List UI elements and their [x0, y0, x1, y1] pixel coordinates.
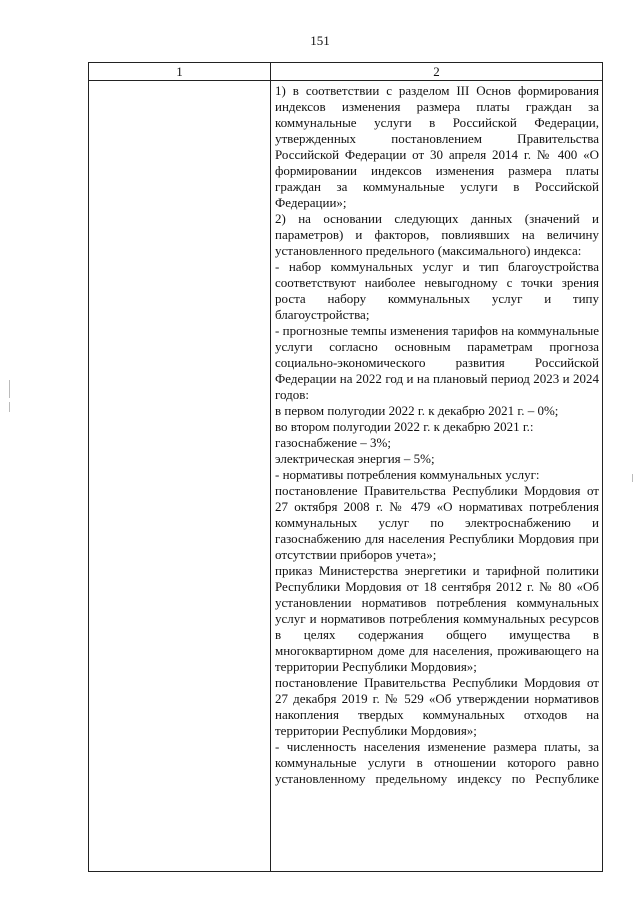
empty-cell — [89, 81, 271, 872]
column-header-2: 2 — [271, 63, 603, 81]
paragraph: приказ Министерства энергетики и тарифной политики Республики Мордовия от 18 сентября 2012 г. № 80 «Об установлении нормативов потребления коммунальных услуг и нормативов потребления коммунальных ресурсов в целях содержания общего имущества в многоквартирном доме для населения, проживающего на территории Республики Мордовия»; — [275, 563, 599, 674]
paragraph: - набор коммунальных услуг и тип благоустройства соответствуют наиболее невыгодному с точки зрения роста набору коммунальных услуг и типу благоустройства; — [275, 259, 599, 322]
paragraph: во втором полугодии 2022 г. к декабрю 2021 г.: — [275, 419, 534, 434]
paragraph: газоснабжение – 3%; — [275, 435, 391, 450]
paragraph: 2) на основании следующих данных (значений и параметров) и факторов, повлиявших на величину установленного предельного (максимального) индекса: — [275, 211, 599, 258]
paragraph: в первом полугодии 2022 г. к декабрю 2021 г. – 0%; — [275, 403, 559, 418]
column-header-1: 1 — [89, 63, 271, 81]
text-cell — [271, 81, 603, 872]
scan-mark — [9, 380, 10, 398]
document-table — [88, 62, 603, 872]
paragraph: постановление Правительства Республики Мордовия от 27 октября 2008 г. № 479 «О нормативах потребления коммунальных услуг по электроснабжению и газоснабжению для населения Республики Мордовия при отсутствии приборов учета»; — [275, 483, 599, 562]
table-row — [89, 81, 603, 872]
paragraph: постановление Правительства Республики Мордовия от 27 декабря 2019 г. № 529 «Об утверждении нормативов накопления твердых коммунальных отходов на территории Республики Мордовия»; — [275, 675, 599, 738]
paragraph: - численность населения изменение размера платы, за коммунальные услуги в отношении которого равно установленному предельному индексу по Республике — [275, 739, 599, 786]
table-header-row — [89, 63, 603, 81]
page-number: 151 — [310, 33, 330, 48]
scan-mark — [9, 402, 10, 412]
cell-content — [271, 81, 602, 787]
paragraph: - нормативы потребления коммунальных услуг: — [275, 467, 540, 482]
paragraph: - прогнозные темпы изменения тарифов на коммунальные услуги согласно основным параметрам прогноза социально-экономического развития Российской Федерации на 2022 год и на плановый период 2023 и 2024 годов: — [275, 323, 599, 402]
paragraph: электрическая энергия – 5%; — [275, 451, 435, 466]
scan-mark — [632, 474, 633, 482]
paragraph: 1) в соответствии с разделом III Основ формирования индексов изменения размера платы граждан за коммунальные услуги в Российской Федерации, утвержденных постановлением Правительства Российской Федерации от 30 апреля 2014 г. № 400 «О формировании индексов изменения размера платы граждан за коммунальные услуги в Российской Федерации»; — [275, 83, 599, 210]
